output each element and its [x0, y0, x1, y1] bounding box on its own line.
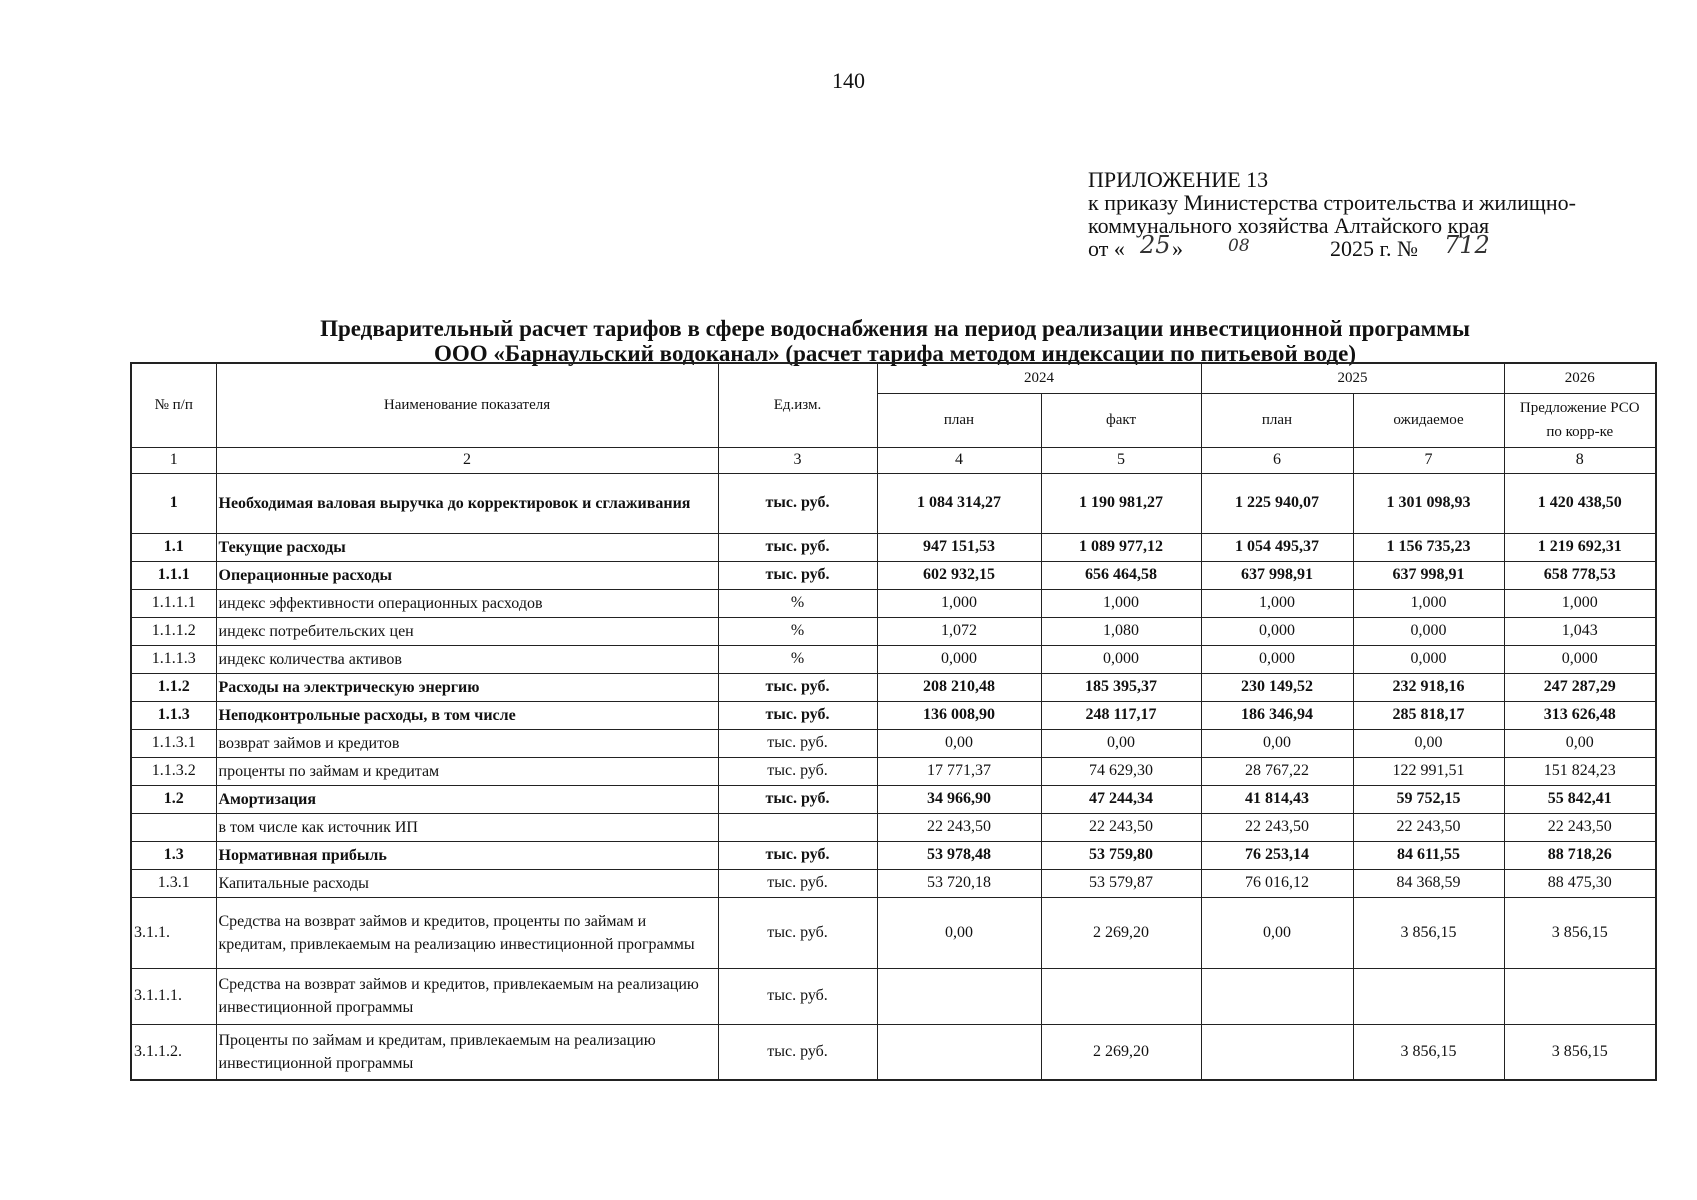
- row-name: Капитальные расходы: [216, 869, 718, 897]
- row-unit: тыс. руб.: [718, 968, 877, 1024]
- table-row: [131, 813, 1656, 841]
- year-text: 2025 г. №: [1330, 236, 1419, 261]
- row-code: 1.2: [131, 785, 216, 813]
- row-name: возврат займов и кредитов: [216, 729, 718, 757]
- value-fact-2024: 1,080: [1041, 617, 1201, 645]
- value-expected-2025: 637 998,91: [1353, 561, 1504, 589]
- row-unit: тыс. руб.: [718, 869, 877, 897]
- value-proposal-2026: 22 243,50: [1504, 813, 1656, 841]
- row-unit: тыс. руб.: [718, 757, 877, 785]
- value-fact-2024: 53 579,87: [1041, 869, 1201, 897]
- value-proposal-2026: 1 420 438,50: [1504, 473, 1656, 533]
- header-proposal-line-1: Предложение РСО: [1519, 400, 1640, 416]
- row-code: 1.3: [131, 841, 216, 869]
- value-expected-2025: 0,000: [1353, 617, 1504, 645]
- value-proposal-2026: 151 824,23: [1504, 757, 1656, 785]
- document-title: [0, 316, 1697, 366]
- value-plan-2024: 0,000: [877, 645, 1041, 673]
- value-plan-2024: 22 243,50: [877, 813, 1041, 841]
- header-plan-2024: план: [877, 393, 1041, 447]
- value-proposal-2026: 3 856,15: [1504, 1024, 1656, 1080]
- table-row: [131, 533, 1656, 561]
- value-plan-2025: 0,000: [1201, 645, 1353, 673]
- value-fact-2024: 656 464,58: [1041, 561, 1201, 589]
- value-expected-2025: 232 918,16: [1353, 673, 1504, 701]
- value-proposal-2026: 1 219 692,31: [1504, 533, 1656, 561]
- value-proposal-2026: [1504, 968, 1656, 1024]
- tariff-table: [130, 362, 1657, 1081]
- value-fact-2024: 2 269,20: [1041, 1024, 1201, 1080]
- table-row: [131, 968, 1656, 1024]
- row-name: Операционные расходы: [216, 561, 718, 589]
- value-proposal-2026: 0,00: [1504, 729, 1656, 757]
- header-year-2026: 2026: [1504, 363, 1656, 393]
- value-proposal-2026: 3 856,15: [1504, 897, 1656, 968]
- value-expected-2025: 1 301 098,93: [1353, 473, 1504, 533]
- row-code: 1.1.1.1: [131, 589, 216, 617]
- value-proposal-2026: 247 287,29: [1504, 673, 1656, 701]
- row-unit: %: [718, 589, 877, 617]
- value-expected-2025: 122 991,51: [1353, 757, 1504, 785]
- row-name: Нормативная прибыль: [216, 841, 718, 869]
- value-plan-2024: 0,00: [877, 729, 1041, 757]
- value-plan-2024: [877, 1024, 1041, 1080]
- table-row: [131, 701, 1656, 729]
- value-fact-2024: 53 759,80: [1041, 841, 1201, 869]
- row-name: индекс количества активов: [216, 645, 718, 673]
- header-fact-2024: факт: [1041, 393, 1201, 447]
- value-plan-2024: 0,00: [877, 897, 1041, 968]
- column-index: 2: [216, 447, 718, 473]
- title-line-2: ООО «Барнаульский водоканал» (расчет тарифа методом индексации по питьевой воде): [433, 341, 1357, 366]
- row-name: Необходимая валовая выручка до корректировок и сглаживания: [216, 473, 718, 533]
- row-code: 3.1.1.1.: [131, 968, 216, 1024]
- value-plan-2025: 41 814,43: [1201, 785, 1353, 813]
- value-fact-2024: 248 117,17: [1041, 701, 1201, 729]
- row-unit: тыс. руб.: [718, 1024, 877, 1080]
- row-code: 1: [131, 473, 216, 533]
- header-plan-2025: план: [1201, 393, 1353, 447]
- value-fact-2024: 47 244,34: [1041, 785, 1201, 813]
- table-row: [131, 897, 1656, 968]
- row-code: 1.1: [131, 533, 216, 561]
- date-prefix: от «: [1088, 236, 1125, 261]
- row-unit: тыс. руб.: [718, 701, 877, 729]
- value-fact-2024: 22 243,50: [1041, 813, 1201, 841]
- column-index: 8: [1504, 447, 1656, 473]
- value-plan-2024: 53 978,48: [877, 841, 1041, 869]
- value-proposal-2026: 1,000: [1504, 589, 1656, 617]
- value-expected-2025: 0,00: [1353, 729, 1504, 757]
- value-plan-2024: 1,000: [877, 589, 1041, 617]
- value-plan-2025: 637 998,91: [1201, 561, 1353, 589]
- value-plan-2024: 947 151,53: [877, 533, 1041, 561]
- handwritten-month: 08: [1228, 236, 1250, 256]
- value-expected-2025: [1353, 968, 1504, 1024]
- value-fact-2024: 0,00: [1041, 729, 1201, 757]
- value-plan-2024: 136 008,90: [877, 701, 1041, 729]
- row-name: Расходы на электрическую энергию: [216, 673, 718, 701]
- table-row: [131, 785, 1656, 813]
- value-plan-2025: 1,000: [1201, 589, 1353, 617]
- value-proposal-2026: 658 778,53: [1504, 561, 1656, 589]
- header-expected-2025: ожидаемое: [1353, 393, 1504, 447]
- value-fact-2024: 1,000: [1041, 589, 1201, 617]
- row-code: 1.1.2: [131, 673, 216, 701]
- column-index: 1: [131, 447, 216, 473]
- value-expected-2025: 3 856,15: [1353, 1024, 1504, 1080]
- value-plan-2024: 53 720,18: [877, 869, 1041, 897]
- handwritten-order-number: 712: [1444, 231, 1490, 259]
- value-expected-2025: 1 156 735,23: [1353, 533, 1504, 561]
- value-fact-2024: 0,000: [1041, 645, 1201, 673]
- row-code: [131, 813, 216, 841]
- value-plan-2025: 22 243,50: [1201, 813, 1353, 841]
- value-fact-2024: 74 629,30: [1041, 757, 1201, 785]
- table-row: [131, 645, 1656, 673]
- row-name: индекс потребительских цен: [216, 617, 718, 645]
- value-plan-2025: 186 346,94: [1201, 701, 1353, 729]
- row-code: 3.1.1.: [131, 897, 216, 968]
- value-expected-2025: 59 752,15: [1353, 785, 1504, 813]
- value-plan-2024: [877, 968, 1041, 1024]
- value-expected-2025: 84 368,59: [1353, 869, 1504, 897]
- value-plan-2025: 0,00: [1201, 729, 1353, 757]
- value-expected-2025: 1,000: [1353, 589, 1504, 617]
- value-plan-2025: 1 225 940,07: [1201, 473, 1353, 533]
- column-index: 7: [1353, 447, 1504, 473]
- row-unit: тыс. руб.: [718, 473, 877, 533]
- value-plan-2024: 1 084 314,27: [877, 473, 1041, 533]
- header-name: Наименование показателя: [216, 363, 718, 447]
- column-index: 6: [1201, 447, 1353, 473]
- date-mid: »: [1172, 236, 1183, 261]
- title-line-1: Предварительный расчет тарифов в сфере водоснабжения на период реализации инвестиционной программы: [320, 316, 1470, 341]
- value-proposal-2026: 55 842,41: [1504, 785, 1656, 813]
- appendix-header: [1088, 168, 1576, 263]
- row-code: 1.1.3.2: [131, 757, 216, 785]
- value-fact-2024: 1 089 977,12: [1041, 533, 1201, 561]
- value-proposal-2026: 88 718,26: [1504, 841, 1656, 869]
- column-index: 4: [877, 447, 1041, 473]
- value-proposal-2026: 1,043: [1504, 617, 1656, 645]
- value-proposal-2026: 0,000: [1504, 645, 1656, 673]
- value-fact-2024: 185 395,37: [1041, 673, 1201, 701]
- row-name: Неподконтрольные расходы, в том числе: [216, 701, 718, 729]
- row-code: 3.1.1.2.: [131, 1024, 216, 1080]
- row-unit: тыс. руб.: [718, 533, 877, 561]
- value-fact-2024: 1 190 981,27: [1041, 473, 1201, 533]
- row-code: 1.1.1.2: [131, 617, 216, 645]
- value-expected-2025: 84 611,55: [1353, 841, 1504, 869]
- row-unit: %: [718, 617, 877, 645]
- header-unit: Ед.изм.: [718, 363, 877, 447]
- row-name: в том числе как источник ИП: [216, 813, 718, 841]
- value-plan-2025: 0,000: [1201, 617, 1353, 645]
- table-row: [131, 841, 1656, 869]
- value-plan-2025: 76 253,14: [1201, 841, 1353, 869]
- value-plan-2025: 76 016,12: [1201, 869, 1353, 897]
- table-row: [131, 589, 1656, 617]
- value-expected-2025: 22 243,50: [1353, 813, 1504, 841]
- row-unit: [718, 813, 877, 841]
- row-name: Амортизация: [216, 785, 718, 813]
- column-index: 5: [1041, 447, 1201, 473]
- row-unit: тыс. руб.: [718, 729, 877, 757]
- row-unit: тыс. руб.: [718, 673, 877, 701]
- value-plan-2025: 0,00: [1201, 897, 1353, 968]
- value-plan-2024: 602 932,15: [877, 561, 1041, 589]
- table-row: [131, 729, 1656, 757]
- value-expected-2025: 285 818,17: [1353, 701, 1504, 729]
- value-plan-2025: 230 149,52: [1201, 673, 1353, 701]
- row-unit: %: [718, 645, 877, 673]
- row-unit: тыс. руб.: [718, 841, 877, 869]
- row-code: 1.1.3.1: [131, 729, 216, 757]
- header-proposal-2026: [1504, 393, 1656, 447]
- header-year-2025: 2025: [1201, 363, 1504, 393]
- value-plan-2025: [1201, 1024, 1353, 1080]
- row-name: индекс эффективности операционных расходов: [216, 589, 718, 617]
- appendix-order-line-1: к приказу Министерства строительства и жилищно-: [1088, 190, 1576, 215]
- row-name: Текущие расходы: [216, 533, 718, 561]
- value-plan-2024: 1,072: [877, 617, 1041, 645]
- row-unit: тыс. руб.: [718, 785, 877, 813]
- row-code: 1.1.1: [131, 561, 216, 589]
- row-code: 1.1.3: [131, 701, 216, 729]
- table-row: [131, 757, 1656, 785]
- value-expected-2025: 3 856,15: [1353, 897, 1504, 968]
- table-row: [131, 869, 1656, 897]
- table-row: [131, 473, 1656, 533]
- handwritten-day: 25: [1140, 231, 1171, 259]
- value-plan-2025: [1201, 968, 1353, 1024]
- table-row: [131, 617, 1656, 645]
- row-code: 1.1.1.3: [131, 645, 216, 673]
- table-row: [131, 1024, 1656, 1080]
- appendix-date-line: [1088, 231, 1576, 263]
- table-row: [131, 561, 1656, 589]
- column-index: 3: [718, 447, 877, 473]
- row-name: Проценты по займам и кредитам, привлекаемым на реализацию инвестиционной программы: [216, 1024, 718, 1080]
- value-fact-2024: 2 269,20: [1041, 897, 1201, 968]
- row-name: Средства на возврат займов и кредитов, проценты по займам и кредитам, привлекаемым на реализацию инвестиционной программы: [216, 897, 718, 968]
- header-year-2024: 2024: [877, 363, 1201, 393]
- value-expected-2025: 0,000: [1353, 645, 1504, 673]
- row-unit: тыс. руб.: [718, 561, 877, 589]
- row-name: Средства на возврат займов и кредитов, привлекаемым на реализацию инвестиционной программы: [216, 968, 718, 1024]
- value-fact-2024: [1041, 968, 1201, 1024]
- page-number: 140: [832, 68, 865, 93]
- row-unit: тыс. руб.: [718, 897, 877, 968]
- table-row: [131, 673, 1656, 701]
- header-num: № п/п: [131, 363, 216, 447]
- value-plan-2024: 34 966,90: [877, 785, 1041, 813]
- row-name: проценты по займам и кредитам: [216, 757, 718, 785]
- value-plan-2025: 28 767,22: [1201, 757, 1353, 785]
- value-plan-2024: 208 210,48: [877, 673, 1041, 701]
- column-index-row: [131, 447, 1656, 473]
- appendix-order-line-2: коммунального хозяйства Алтайского края: [1088, 213, 1490, 238]
- appendix-title: ПРИЛОЖЕНИЕ 13: [1088, 167, 1269, 192]
- header-proposal-line-2: по корр-ке: [1546, 424, 1614, 440]
- value-proposal-2026: 313 626,48: [1504, 701, 1656, 729]
- value-plan-2025: 1 054 495,37: [1201, 533, 1353, 561]
- row-code: 1.3.1: [131, 869, 216, 897]
- value-proposal-2026: 88 475,30: [1504, 869, 1656, 897]
- value-plan-2024: 17 771,37: [877, 757, 1041, 785]
